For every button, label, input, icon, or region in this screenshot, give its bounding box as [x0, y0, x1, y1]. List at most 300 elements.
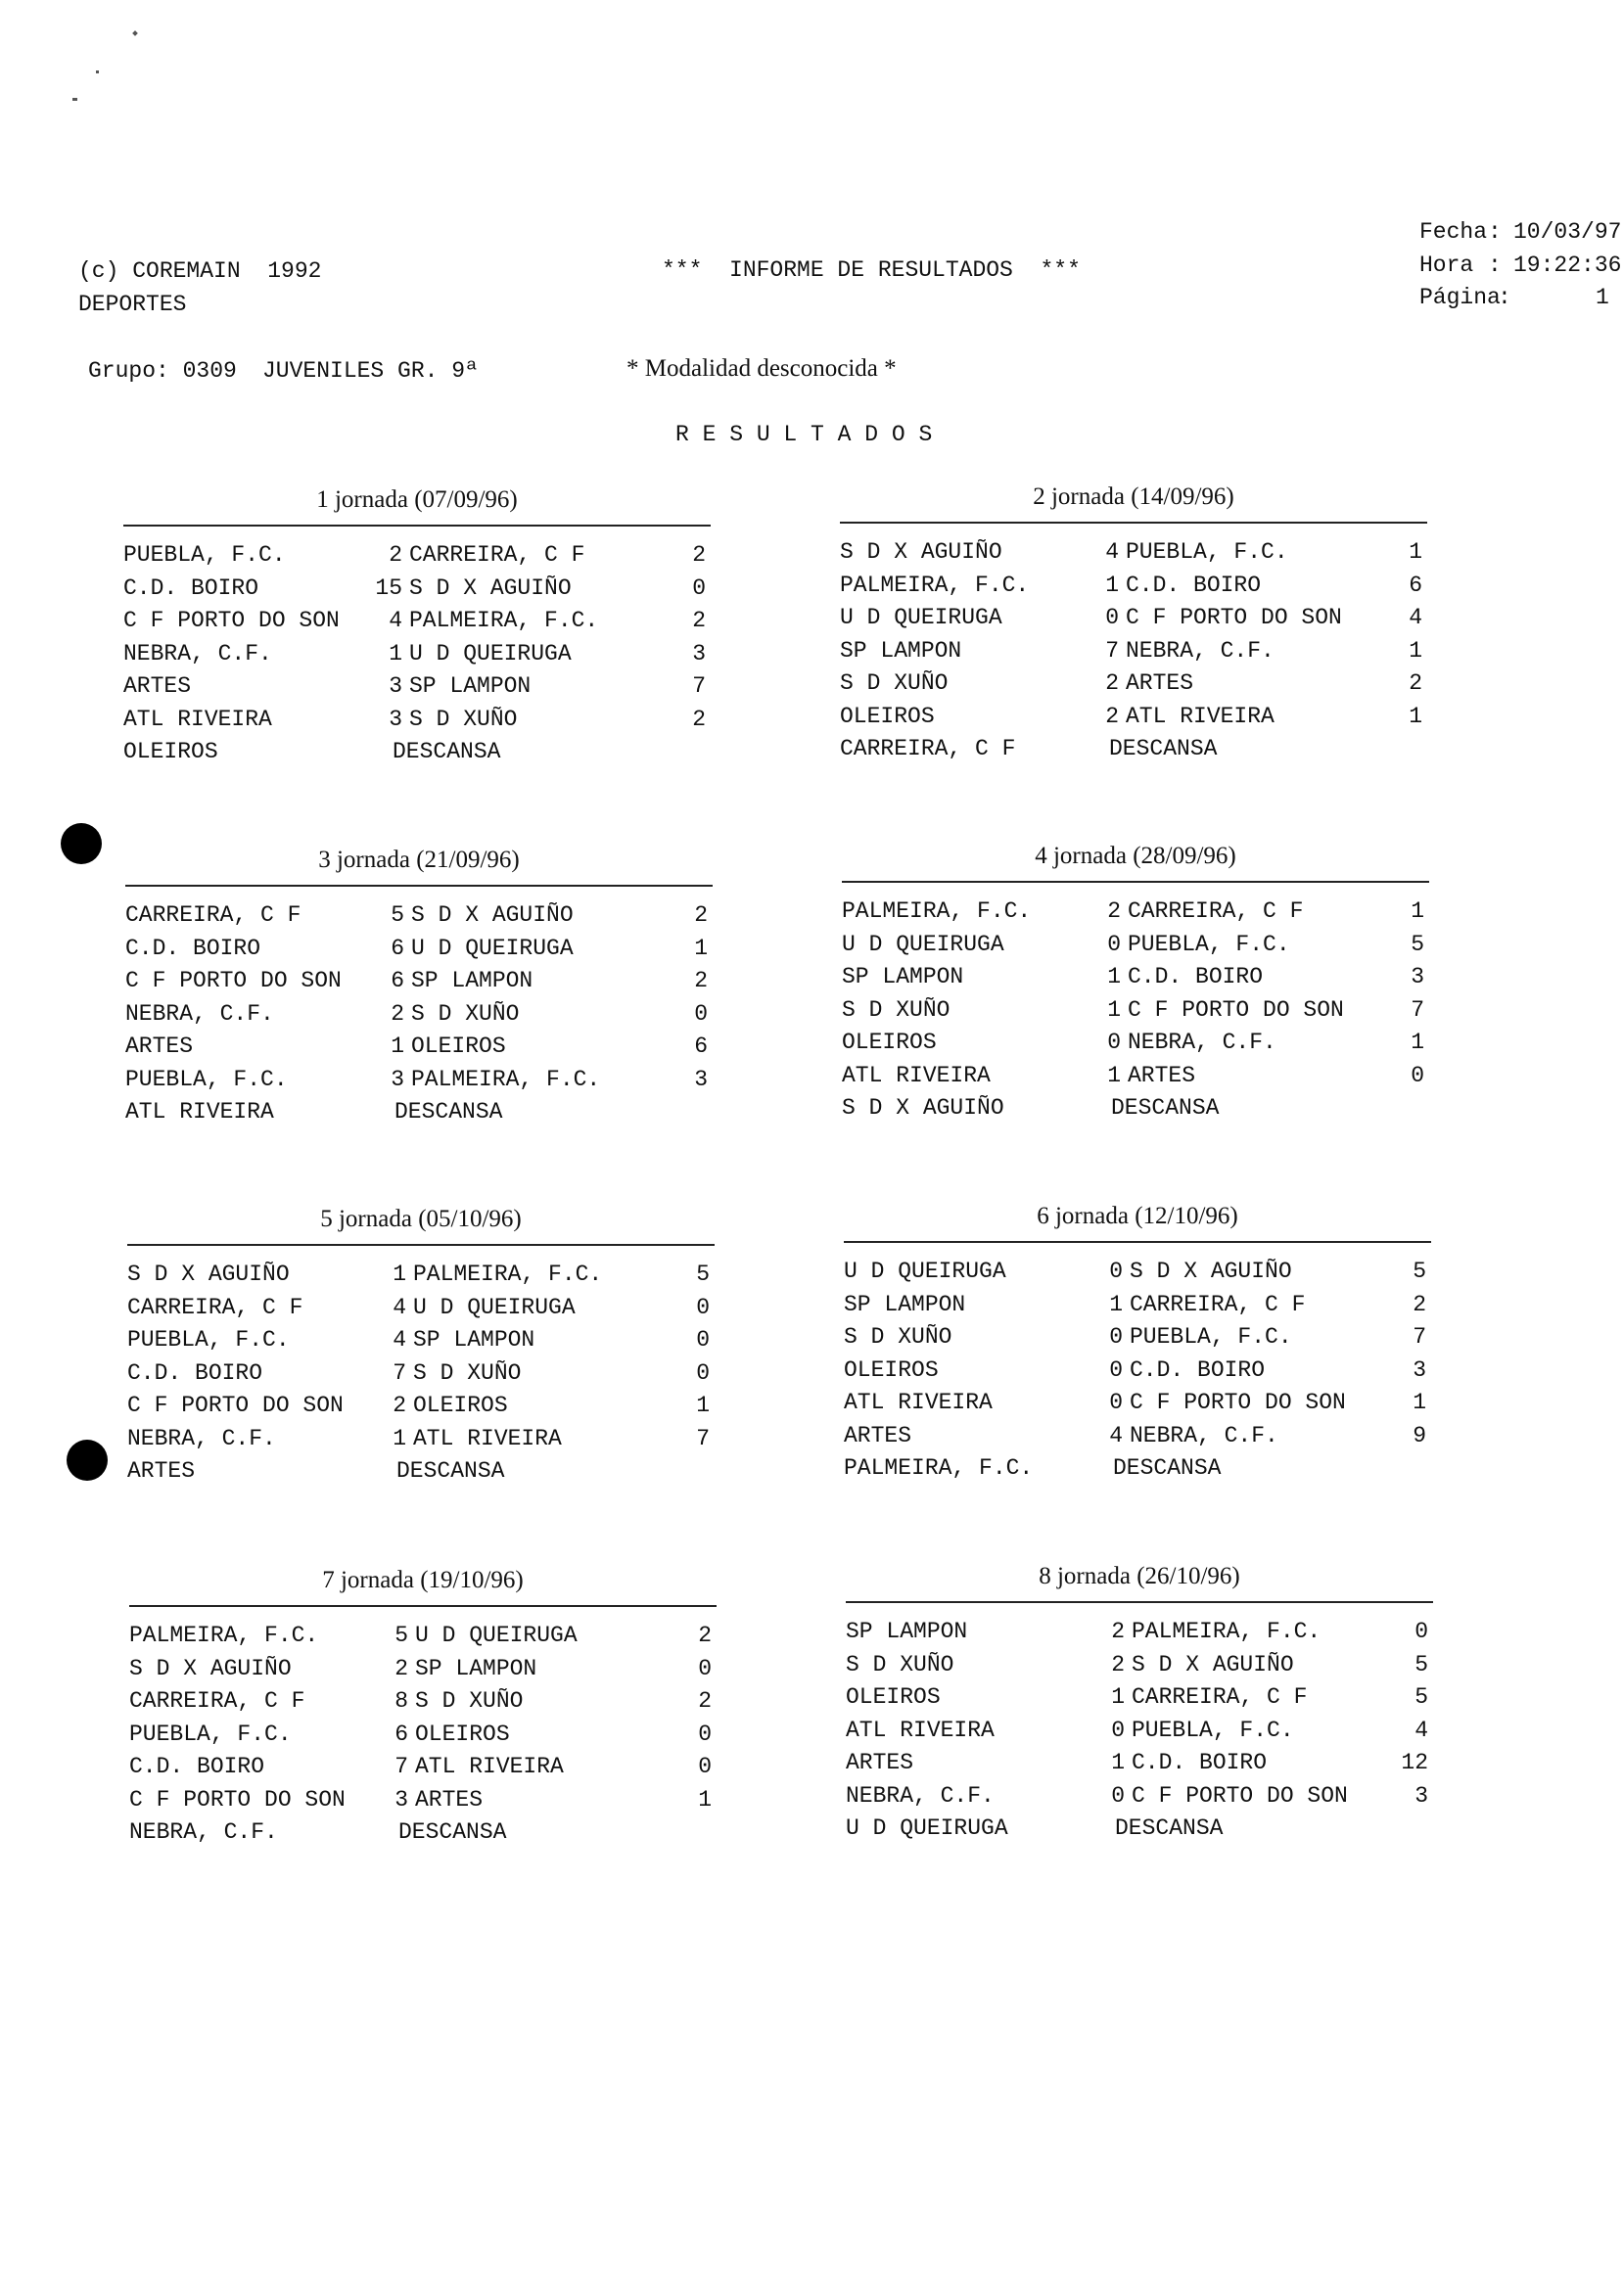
away-team: S D X AGUIÑO	[1130, 1259, 1292, 1284]
away-team: S D XUÑO	[409, 706, 518, 732]
jornada-rule	[123, 525, 711, 527]
away-score: 1	[1411, 1030, 1424, 1055]
resting-team: PALMEIRA, F.C.	[844, 1455, 1034, 1481]
home-team: NEBRA, C.F.	[125, 1000, 274, 1027]
home-team: SP LAMPON	[842, 964, 964, 989]
match-row	[127, 1424, 715, 1457]
away-score: 5	[1414, 1651, 1428, 1677]
rest-label: DESCANSA	[1115, 1815, 1224, 1841]
jornada-block	[844, 1202, 1431, 1487]
match-row	[123, 639, 711, 672]
rest-label: DESCANSA	[398, 1819, 507, 1845]
match-row	[127, 1325, 715, 1358]
away-team: S D XUÑO	[411, 1000, 520, 1027]
away-score: 2	[1413, 1291, 1426, 1317]
resting-team: CARREIRA, C F	[840, 736, 1016, 761]
jornada-block	[842, 842, 1429, 1126]
pagina-value: 1	[1596, 285, 1609, 310]
away-team: PUEBLA, F.C.	[1128, 931, 1290, 957]
home-score: 4	[393, 1327, 406, 1353]
away-team: NEBRA, C.F.	[1126, 637, 1275, 664]
away-score: 3	[692, 640, 706, 666]
away-team: PALMEIRA, F.C.	[1132, 1619, 1322, 1644]
resting-team: ARTES	[127, 1458, 196, 1484]
away-team: S D X AGUIÑO	[411, 902, 574, 928]
match-row	[846, 1716, 1433, 1749]
home-team: OLEIROS	[844, 1356, 939, 1383]
home-team: ATL RIVEIRA	[844, 1390, 993, 1415]
away-team: U D QUEIRUGA	[415, 1623, 578, 1648]
home-score: 4	[1109, 1422, 1123, 1448]
match-row	[123, 574, 711, 607]
away-score: 7	[696, 1425, 710, 1451]
home-score: 0	[1109, 1390, 1123, 1415]
away-score: 3	[1413, 1356, 1426, 1383]
jornada-rule	[844, 1241, 1431, 1243]
home-team: S D X AGUIÑO	[840, 539, 1002, 565]
away-team: C F PORTO DO SON	[1130, 1390, 1346, 1415]
scan-mark	[96, 70, 99, 73]
jornada-block	[846, 1562, 1433, 1847]
jornada-block	[125, 846, 713, 1130]
rest-row	[125, 1097, 713, 1130]
away-team: SP LAMPON	[415, 1655, 537, 1681]
fecha-colon: :	[1488, 219, 1502, 245]
match-row	[846, 1682, 1433, 1716]
home-score: 6	[394, 1721, 408, 1747]
match-row	[840, 636, 1427, 669]
away-score: 2	[698, 1688, 712, 1714]
rest-label: DESCANSA	[394, 1099, 503, 1125]
match-row	[844, 1322, 1431, 1355]
home-score: 2	[393, 1393, 406, 1418]
away-score: 7	[1411, 996, 1424, 1023]
match-row	[125, 1032, 713, 1065]
away-team: ATL RIVEIRA	[413, 1425, 562, 1451]
home-score: 1	[1107, 1062, 1121, 1088]
match-row	[846, 1617, 1433, 1650]
away-score: 1	[694, 935, 708, 961]
match-row	[127, 1293, 715, 1326]
away-score: 3	[1414, 1782, 1428, 1809]
home-score: 2	[1105, 703, 1119, 729]
home-score: 0	[1107, 931, 1121, 957]
home-score: 7	[394, 1754, 408, 1779]
home-score: 1	[393, 1262, 406, 1287]
fecha-label: Fecha	[1419, 219, 1488, 245]
home-score: 1	[1109, 1291, 1123, 1317]
home-score: 1	[1105, 572, 1119, 598]
away-score: 5	[1414, 1684, 1428, 1710]
home-team: ATL RIVEIRA	[842, 1062, 991, 1088]
punch-hole	[61, 823, 102, 864]
home-team: ARTES	[123, 673, 192, 699]
away-team: ARTES	[415, 1786, 484, 1813]
away-team: C.D. BOIRO	[1128, 964, 1264, 989]
home-team: S D XUÑO	[844, 1324, 952, 1350]
home-score: 1	[393, 1425, 406, 1451]
home-score: 0	[1109, 1259, 1123, 1284]
home-score: 0	[1111, 1782, 1125, 1809]
rest-row	[127, 1456, 715, 1490]
away-team: SP LAMPON	[411, 968, 533, 993]
jornada-title: 8 jornada (26/10/96)	[1039, 1563, 1240, 1589]
home-team: C.D. BOIRO	[127, 1359, 263, 1386]
home-team: OLEIROS	[846, 1684, 941, 1710]
home-score: 1	[1111, 1684, 1125, 1710]
away-score: 2	[692, 542, 706, 568]
match-row	[844, 1355, 1431, 1389]
away-score: 5	[1413, 1259, 1426, 1284]
home-team: SP LAMPON	[844, 1291, 966, 1317]
home-score: 0	[1109, 1324, 1123, 1350]
jornada-rule	[127, 1244, 715, 1246]
group-code: Grupo: 0309	[88, 358, 237, 384]
modalidad: * Modalidad desconocida *	[626, 355, 897, 382]
match-row	[129, 1752, 717, 1785]
jornada-block	[127, 1205, 715, 1490]
rest-label: DESCANSA	[393, 739, 501, 764]
jornada-block	[123, 485, 711, 770]
match-row	[842, 962, 1429, 995]
home-team: C F PORTO DO SON	[123, 608, 340, 633]
match-row	[123, 705, 711, 738]
away-team: PUEBLA, F.C.	[1132, 1717, 1294, 1743]
match-row	[125, 900, 713, 934]
home-score: 6	[391, 935, 404, 961]
away-team: S D X AGUIÑO	[1132, 1651, 1294, 1677]
home-team: S D XUÑO	[840, 670, 949, 696]
home-team: C F PORTO DO SON	[125, 968, 342, 993]
away-score: 2	[1409, 670, 1422, 696]
away-team: PUEBLA, F.C.	[1130, 1324, 1292, 1350]
away-team: S D X AGUIÑO	[409, 574, 572, 601]
away-team: CARREIRA, C F	[1130, 1291, 1306, 1317]
home-team: PALMEIRA, F.C.	[840, 572, 1030, 598]
home-team: U D QUEIRUGA	[842, 931, 1004, 957]
match-row	[127, 1391, 715, 1424]
match-row	[842, 896, 1429, 930]
match-row	[129, 1720, 717, 1753]
home-score: 15	[375, 574, 402, 601]
home-score: 2	[1107, 898, 1121, 924]
jornada-title: 4 jornada (28/09/96)	[1035, 843, 1236, 869]
home-team: OLEIROS	[840, 703, 935, 729]
away-team: SP LAMPON	[409, 673, 532, 699]
match-row	[846, 1650, 1433, 1683]
away-team: NEBRA, C.F.	[1128, 1030, 1276, 1055]
match-row	[842, 1028, 1429, 1061]
away-score: 2	[692, 706, 706, 732]
home-score: 0	[1109, 1356, 1123, 1383]
match-row	[842, 1061, 1429, 1094]
rest-row	[840, 734, 1427, 767]
home-team: ATL RIVEIRA	[123, 706, 272, 732]
home-score: 6	[391, 968, 404, 993]
hora-value: 19:22:36	[1513, 253, 1622, 278]
home-team: U D QUEIRUGA	[840, 605, 1002, 630]
home-team: C.D. BOIRO	[123, 574, 259, 601]
away-score: 6	[694, 1033, 708, 1059]
rest-row	[842, 1093, 1429, 1126]
scan-mark	[132, 30, 138, 36]
away-team: SP LAMPON	[413, 1327, 535, 1353]
jornada-rule	[129, 1605, 717, 1607]
match-row	[127, 1260, 715, 1293]
home-team: SP LAMPON	[846, 1619, 968, 1644]
home-team: PUEBLA, F.C.	[123, 542, 286, 568]
away-score: 0	[698, 1721, 712, 1747]
match-row	[844, 1257, 1431, 1290]
away-team: U D QUEIRUGA	[413, 1294, 576, 1320]
jornada-title: 6 jornada (12/10/96)	[1037, 1203, 1238, 1229]
home-score: 5	[391, 902, 404, 928]
jornada-rule	[846, 1601, 1433, 1603]
away-score: 1	[1413, 1390, 1426, 1415]
away-score: 2	[692, 608, 706, 633]
home-team: ARTES	[846, 1750, 914, 1775]
resting-team: ATL RIVEIRA	[125, 1099, 274, 1125]
away-team: U D QUEIRUGA	[409, 640, 572, 666]
jornada-rule	[840, 522, 1427, 524]
match-row	[123, 671, 711, 705]
away-score: 4	[1409, 605, 1422, 630]
match-row	[125, 966, 713, 999]
away-team: S D XUÑO	[415, 1688, 524, 1714]
match-row	[123, 540, 711, 574]
away-score: 9	[1413, 1422, 1426, 1448]
away-score: 1	[696, 1393, 710, 1418]
away-score: 1	[698, 1786, 712, 1813]
home-score: 1	[1111, 1750, 1125, 1775]
away-team: C.D. BOIRO	[1132, 1750, 1268, 1775]
match-row	[129, 1686, 717, 1720]
jornada-title: 5 jornada (05/10/96)	[320, 1206, 522, 1232]
pagina-label: Página	[1419, 285, 1501, 310]
away-team: OLEIROS	[413, 1393, 508, 1418]
home-team: U D QUEIRUGA	[844, 1259, 1006, 1284]
away-team: PALMEIRA, F.C.	[411, 1066, 601, 1092]
resting-team: OLEIROS	[123, 739, 218, 764]
match-row	[125, 934, 713, 967]
home-team: NEBRA, C.F.	[123, 640, 272, 666]
fecha-value: 10/03/97	[1513, 219, 1622, 245]
home-team: NEBRA, C.F.	[846, 1782, 995, 1809]
match-row	[840, 571, 1427, 604]
punch-hole	[67, 1440, 108, 1481]
home-team: PUEBLA, F.C.	[127, 1327, 290, 1353]
home-score: 4	[389, 608, 402, 633]
home-team: ATL RIVEIRA	[846, 1717, 995, 1743]
away-score: 0	[698, 1754, 712, 1779]
away-team: U D QUEIRUGA	[411, 935, 574, 961]
resting-team: NEBRA, C.F.	[129, 1819, 278, 1845]
home-score: 0	[1111, 1717, 1125, 1743]
away-team: C.D. BOIRO	[1126, 572, 1262, 598]
home-score: 3	[391, 1066, 404, 1092]
match-row	[844, 1290, 1431, 1323]
home-score: 1	[389, 640, 402, 666]
home-team: CARREIRA, C F	[129, 1688, 305, 1714]
rest-label: DESCANSA	[1109, 736, 1218, 761]
home-score: 2	[1111, 1651, 1125, 1677]
jornada-rule	[125, 885, 713, 887]
pagina-colon: :	[1498, 285, 1511, 310]
away-score: 5	[1411, 931, 1424, 957]
away-team: ARTES	[1128, 1062, 1196, 1088]
home-score: 1	[391, 1033, 404, 1059]
away-team: ATL RIVEIRA	[415, 1754, 564, 1779]
home-score: 7	[393, 1359, 406, 1386]
home-team: PALMEIRA, F.C.	[129, 1623, 319, 1648]
rest-label: DESCANSA	[1111, 1095, 1220, 1121]
match-row	[846, 1748, 1433, 1781]
match-row	[129, 1654, 717, 1687]
jornada-block	[129, 1566, 717, 1851]
rest-label: DESCANSA	[1113, 1455, 1222, 1481]
away-team: ARTES	[1126, 670, 1194, 696]
away-score: 0	[696, 1359, 710, 1386]
match-row	[123, 606, 711, 639]
home-score: 1	[1107, 996, 1121, 1023]
home-team: C F PORTO DO SON	[129, 1786, 346, 1813]
jornada-title: 1 jornada (07/09/96)	[316, 486, 518, 513]
away-score: 2	[694, 968, 708, 993]
away-team: PUEBLA, F.C.	[1126, 539, 1288, 565]
away-score: 6	[1409, 572, 1422, 598]
away-team: CARREIRA, C F	[1132, 1684, 1308, 1710]
home-team: ARTES	[125, 1033, 194, 1059]
jornada-title: 2 jornada (14/09/96)	[1033, 483, 1234, 510]
home-team: PUEBLA, F.C.	[129, 1721, 292, 1747]
away-score: 2	[694, 902, 708, 928]
home-team: S D X AGUIÑO	[127, 1262, 290, 1287]
home-score: 0	[1107, 1030, 1121, 1055]
home-score: 2	[1111, 1619, 1125, 1644]
away-score: 3	[694, 1066, 708, 1092]
home-team: ARTES	[844, 1422, 912, 1448]
copyright-line: (c) COREMAIN 1992	[78, 258, 322, 284]
home-team: C F PORTO DO SON	[127, 1393, 344, 1418]
home-score: 0	[1105, 605, 1119, 630]
department: DEPORTES	[78, 292, 187, 317]
jornada-title: 3 jornada (21/09/96)	[318, 847, 520, 873]
match-row	[846, 1781, 1433, 1814]
match-row	[127, 1358, 715, 1392]
rest-row	[846, 1814, 1433, 1847]
resting-team: S D X AGUIÑO	[842, 1095, 1004, 1121]
away-score: 12	[1401, 1750, 1428, 1775]
away-team: C F PORTO DO SON	[1128, 996, 1344, 1023]
match-row	[840, 603, 1427, 636]
home-score: 2	[391, 1000, 404, 1027]
rest-row	[129, 1817, 717, 1851]
match-row	[125, 999, 713, 1033]
away-score: 1	[1409, 637, 1422, 664]
away-team: OLEIROS	[411, 1033, 506, 1059]
jornada-rule	[842, 881, 1429, 883]
away-score: 0	[696, 1327, 710, 1353]
home-score: 7	[1105, 637, 1119, 664]
match-row	[842, 930, 1429, 963]
hora-colon: :	[1488, 253, 1502, 278]
home-team: CARREIRA, C F	[125, 902, 301, 928]
home-score: 2	[389, 542, 402, 568]
away-team: ATL RIVEIRA	[1126, 703, 1275, 729]
away-score: 4	[1414, 1717, 1428, 1743]
home-team: CARREIRA, C F	[127, 1294, 303, 1320]
home-team: SP LAMPON	[840, 637, 962, 664]
home-score: 8	[394, 1688, 408, 1714]
match-row	[842, 995, 1429, 1029]
home-team: S D X AGUIÑO	[129, 1655, 292, 1681]
away-team: PALMEIRA, F.C.	[413, 1262, 603, 1287]
home-score: 2	[1105, 670, 1119, 696]
match-row	[129, 1785, 717, 1818]
home-team: S D XUÑO	[842, 996, 951, 1023]
home-score: 4	[393, 1294, 406, 1320]
away-team: CARREIRA, C F	[409, 542, 585, 568]
away-score: 3	[1411, 964, 1424, 989]
away-team: S D XUÑO	[413, 1359, 522, 1386]
home-score: 3	[389, 706, 402, 732]
rest-row	[844, 1453, 1431, 1487]
away-score: 0	[692, 574, 706, 601]
away-score: 1	[1409, 539, 1422, 565]
home-score: 1	[1107, 964, 1121, 989]
away-score: 1	[1411, 898, 1424, 924]
away-score: 0	[698, 1655, 712, 1681]
away-score: 7	[692, 673, 706, 699]
away-team: OLEIROS	[415, 1721, 510, 1747]
away-team: PALMEIRA, F.C.	[409, 608, 599, 633]
match-row	[840, 668, 1427, 702]
away-team: C.D. BOIRO	[1130, 1356, 1266, 1383]
home-team: S D XUÑO	[846, 1651, 954, 1677]
away-score: 0	[1414, 1619, 1428, 1644]
rest-label: DESCANSA	[396, 1458, 505, 1484]
rest-row	[123, 737, 711, 770]
match-row	[125, 1065, 713, 1098]
match-row	[129, 1621, 717, 1654]
away-team: CARREIRA, C F	[1128, 898, 1304, 924]
scan-mark	[72, 98, 77, 101]
home-score: 3	[394, 1786, 408, 1813]
match-row	[840, 702, 1427, 735]
home-score: 4	[1105, 539, 1119, 565]
match-row	[844, 1388, 1431, 1421]
away-team: NEBRA, C.F.	[1130, 1422, 1278, 1448]
home-team: C.D. BOIRO	[125, 935, 261, 961]
match-row	[844, 1421, 1431, 1454]
away-score: 0	[696, 1294, 710, 1320]
home-score: 3	[389, 673, 402, 699]
away-team: C F PORTO DO SON	[1126, 605, 1342, 630]
resting-team: U D QUEIRUGA	[846, 1815, 1008, 1841]
match-row	[840, 537, 1427, 571]
home-team: PALMEIRA, F.C.	[842, 898, 1032, 924]
hora-label: Hora	[1419, 253, 1474, 278]
jornada-block	[840, 482, 1427, 767]
group-name: JUVENILES GR. 9ª	[262, 358, 479, 384]
away-team: C F PORTO DO SON	[1132, 1782, 1348, 1809]
section-title: R E S U L T A D O S	[675, 422, 933, 447]
away-score: 2	[698, 1623, 712, 1648]
away-score: 0	[694, 1000, 708, 1027]
jornada-title: 7 jornada (19/10/96)	[322, 1567, 524, 1593]
away-score: 5	[696, 1262, 710, 1287]
away-score: 7	[1413, 1324, 1426, 1350]
